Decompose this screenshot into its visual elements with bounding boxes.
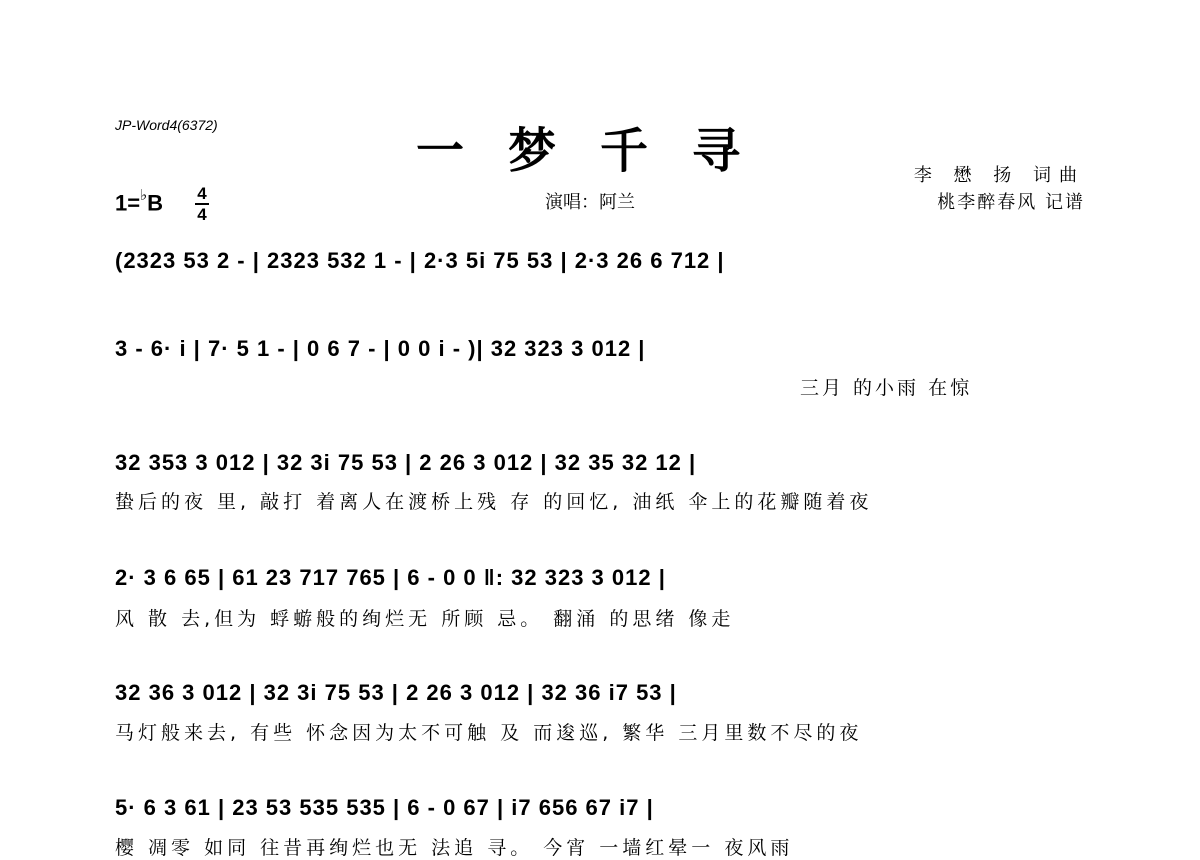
- notation-line-3: 32 353 3 012 | 32 3i 75 53 | 2 26 3 012 | 32 35 32 12 |: [115, 450, 697, 475]
- notation-line-2: 3 - 6· i | 7· 5 1 - | 0 6 7 - | 0 0 i - )| 32 323 3 012 |: [115, 336, 646, 361]
- notation-line-1: (2323 53 2 - | 2323 532 1 - | 2·3 5i 75 53 | 2·3 26 6 712 |: [115, 248, 725, 273]
- transcriber: 桃李醉春风 记谱: [937, 192, 1085, 213]
- song-title: 一梦千寻: [415, 123, 784, 179]
- lyrics-line-5: 马灯般来去, 有些 怀念因为太不可触 及 而逡巡, 繁华 三月里数不尽的夜: [115, 722, 863, 744]
- time-bottom: 4: [197, 205, 207, 224]
- lyrics-line-4: 风 散 去,但为 蜉蝣般的绚烂无 所顾 忌。 翻涌 的思绪 像走: [115, 608, 735, 630]
- notation-line-6: 5· 6 3 61 | 23 53 535 535 | 6 - 0 67 | i7 656 67 i7 |: [115, 795, 654, 820]
- time-signature: [195, 185, 209, 223]
- lyrics-line-3: 蛰后的夜 里, 敲打 着离人在渡桥上残 存 的回忆, 油纸 伞上的花瓣随着夜: [115, 491, 873, 513]
- time-top: 4: [197, 184, 207, 203]
- flat-symbol: ♭: [140, 187, 148, 204]
- lyrics-line-6: 樱 凋零 如同 往昔再绚烂也无 法追 寻。 今宵 一墙红晕一 夜风雨: [115, 837, 794, 859]
- key-signature: [115, 188, 163, 216]
- notation-line-5: 32 36 3 012 | 32 3i 75 53 | 2 26 3 012 | 32 36 i7 53 |: [115, 680, 677, 705]
- key-note: B: [147, 190, 164, 216]
- lyricist-composer: 李 懋 扬 词曲: [913, 165, 1085, 186]
- key-prefix: 1=: [115, 190, 141, 216]
- singer: 演唱：阿兰: [545, 192, 635, 213]
- software-label: JP-Word4(6372): [115, 117, 218, 133]
- lyrics-line-2: 三月 的小雨 在惊: [800, 377, 973, 399]
- notation-line-4: 2· 3 6 65 | 61 23 717 765 | 6 - 0 0 ‖: 32 323 3 012 |: [115, 565, 666, 590]
